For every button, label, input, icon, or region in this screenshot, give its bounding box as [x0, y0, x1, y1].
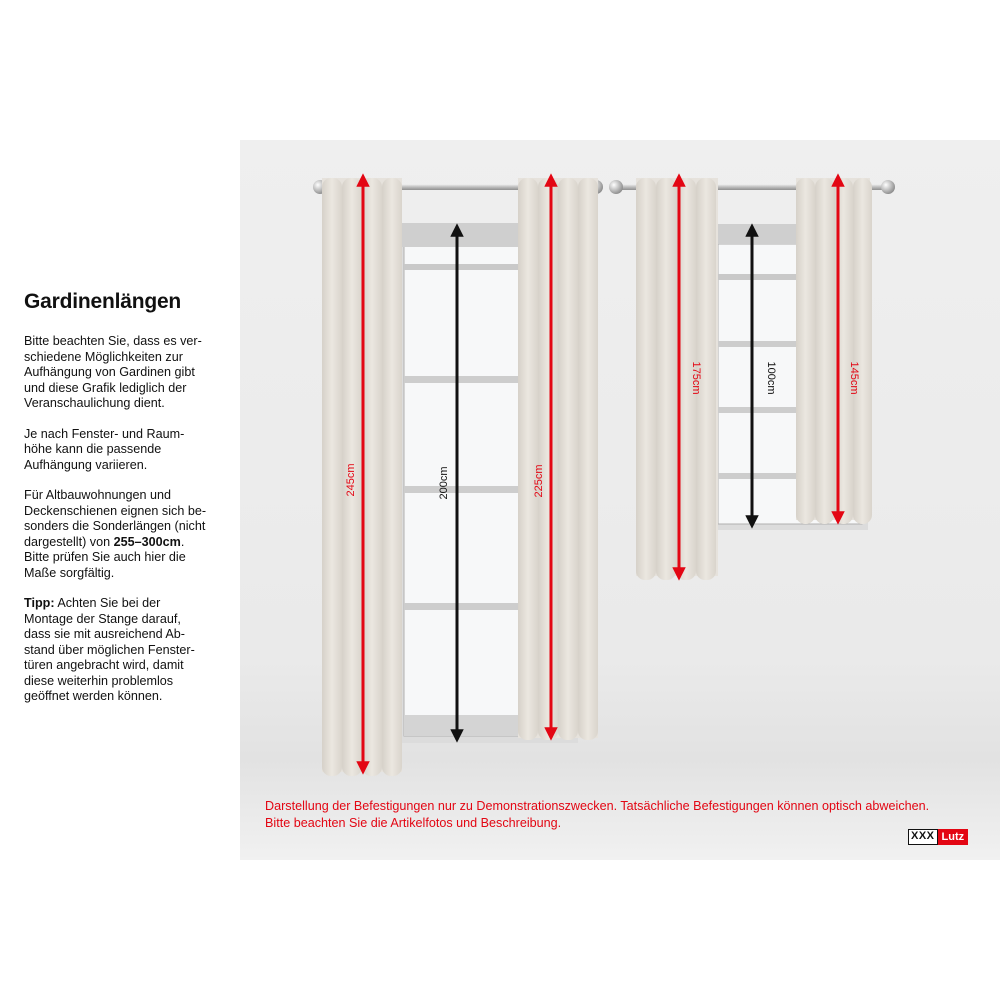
text-line: Aufhängung von Gardinen gibt — [24, 365, 195, 379]
text-line: Montage der Stange darauf, — [24, 611, 181, 626]
paragraph-intro — [24, 334, 229, 412]
text-line: stand über möglichen Fenster- — [24, 642, 195, 657]
text-fragment: . — [180, 534, 185, 549]
text-line: diese weiterhin problemlos — [24, 673, 174, 688]
curtain-right-long — [518, 178, 598, 740]
info-sidebar — [24, 290, 229, 720]
label-short-left: 175cm — [690, 361, 702, 395]
text-line: Für Altbauwohnungen und — [24, 488, 172, 502]
text-line: und diese Grafik lediglich der — [24, 380, 187, 395]
label-short-right: 145cm — [848, 361, 860, 395]
text-fragment: dargestellt) von — [24, 534, 114, 549]
text-line: Aufhängung variieren. — [24, 457, 148, 472]
text-line — [24, 596, 229, 612]
paragraph-room-height — [24, 427, 229, 474]
disclaimer — [265, 798, 995, 832]
text-line: Bitte beachten Sie, dass es ver- — [24, 334, 202, 348]
text-line: höhe kann die passende — [24, 442, 162, 456]
label-left-curtain: 245cm — [345, 463, 357, 497]
disclaimer-line: Darstellung der Befestigungen nur zu Demonstrationszwecken. Tatsächliche Befestigungen können optisch abweichen. — [265, 799, 930, 813]
curtain-right-short — [796, 178, 872, 524]
logo-xxx: XXX — [908, 829, 938, 845]
curtain-diagram — [240, 140, 1000, 860]
label-door: 200cm — [438, 466, 450, 500]
text-line: dass sie mit ausreichend Ab- — [24, 627, 186, 641]
paragraph-special-lengths — [24, 488, 229, 581]
text-line: sonders die Sonderlängen (nicht — [24, 519, 206, 533]
text-line: Veranschaulichung dient. — [24, 396, 165, 410]
text-line: geöffnet werden können. — [24, 689, 163, 703]
text-line: Bitte prüfen Sie auch hier die — [24, 550, 186, 564]
paragraph-tip — [24, 596, 229, 705]
special-length-range: 255–300cm — [113, 534, 181, 549]
text-line: türen angebracht wird, damit — [24, 658, 184, 672]
page-title: Gardinenlängen — [24, 290, 182, 313]
text-line: Deckenschienen eignen sich be- — [24, 503, 207, 518]
logo-lutz: Lutz — [938, 829, 969, 845]
label-window: 100cm — [765, 361, 777, 395]
text-line: Je nach Fenster- und Raum- — [24, 426, 185, 441]
label-right-curtain: 225cm — [533, 464, 545, 498]
tip-label: Tipp: — [24, 596, 55, 610]
text-fragment: Achten Sie bei der — [54, 596, 161, 610]
disclaimer-line: Bitte beachten Sie die Artikelfotos und Beschreibung. — [265, 816, 562, 830]
text-line: schiedene Möglichkeiten zur — [24, 349, 183, 364]
brand-logo — [908, 829, 968, 845]
curtain-left-short — [636, 178, 718, 580]
text-line: Maße sorgfältig. — [24, 565, 115, 580]
text-line — [24, 535, 229, 551]
